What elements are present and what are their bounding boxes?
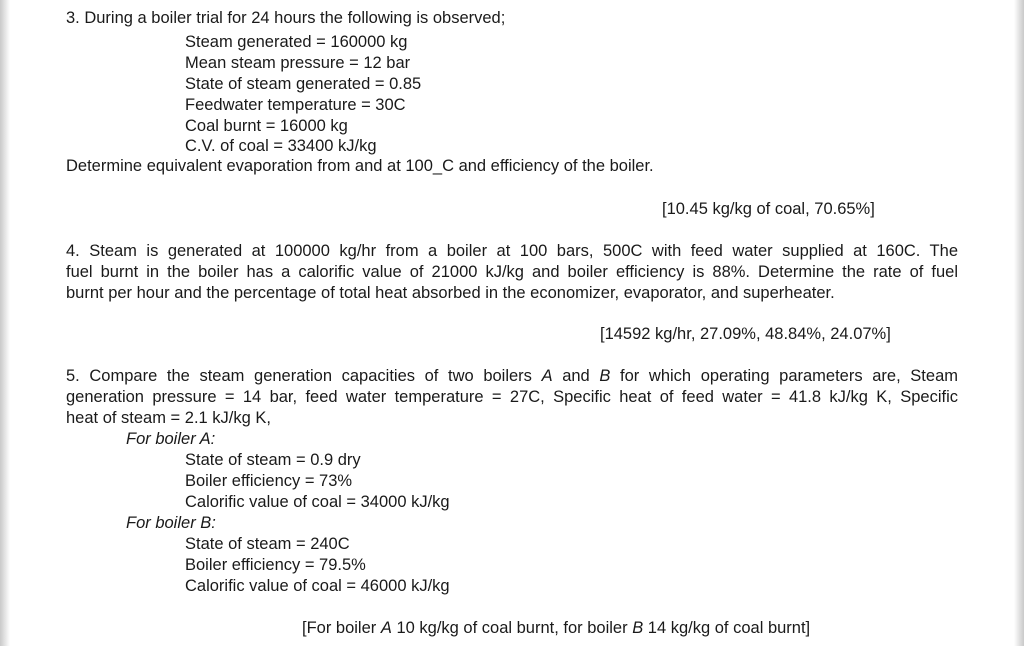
q5-line-1 (66, 366, 958, 387)
q5-answer-post: 14 kg/kg of coal burnt] (643, 619, 811, 637)
q3-intro: 3. During a boiler trial for 24 hours the following is observed; (66, 9, 506, 27)
q5-boiler-a-label (126, 429, 215, 450)
q5-answer-pre: [For boiler (302, 619, 381, 637)
q5-boiler-b-label (126, 513, 216, 534)
q5-line-3: heat of steam = 2.1 kJ/kg K, (66, 409, 271, 427)
q5-boiler-b-efficiency: Boiler efficiency = 79.5% (185, 556, 366, 574)
q5-line-2: generation pressure = 14 bar, feed water temperature = 27C, Specific heat of feed water = 41.8 kJ/kg K, Specific (66, 388, 958, 406)
q5-boiler-b-cv: Calorific value of coal = 46000 kJ/kg (185, 577, 450, 595)
q3-question: Determine equivalent evaporation from and at 100_C and efficiency of the boiler. (66, 157, 654, 175)
q5-line-1-post: for which operating parameters are, Steam (610, 367, 958, 385)
q5-boiler-a-label-text: For boiler A: (126, 430, 216, 448)
page-shadow-left (0, 0, 10, 646)
q3-item-steam-generated: Steam generated = 160000 kg (185, 33, 408, 51)
page-shadow-right (1014, 0, 1024, 646)
q4-line-3: burnt per hour and the percentage of total heat absorbed in the economizer, evaporator, and superheater. (66, 284, 835, 302)
q5-boiler-b-steam-state: State of steam = 240C (185, 535, 350, 553)
q5-answer-b: B (632, 619, 644, 637)
q4-answer: [14592 kg/hr, 27.09%, 48.84%, 24.07%] (600, 325, 891, 343)
q3-item-mean-pressure: Mean steam pressure = 12 bar (185, 54, 411, 72)
q5-boiler-a-cv: Calorific value of coal = 34000 kJ/kg (185, 493, 450, 511)
q3-item-steam-state: State of steam generated = 0.85 (185, 75, 422, 93)
q5-line-1-pre: 5. Compare the steam generation capacities of two boilers (66, 367, 542, 385)
q3-item-feedwater-temp: Feedwater temperature = 30C (185, 96, 406, 114)
q5-boiler-a-steam-state: State of steam = 0.9 dry (185, 451, 361, 469)
q3-item-coal-burnt: Coal burnt = 16000 kg (185, 117, 348, 135)
q5-boiler-b-ref: B (599, 367, 611, 385)
q5-boiler-a-ref: A (541, 367, 553, 385)
q3-answer: [10.45 kg/kg of coal, 70.65%] (662, 200, 875, 218)
q5-answer-a: A (380, 619, 392, 637)
q5-line-1-mid: and (552, 367, 600, 385)
q5-answer-mid: 10 kg/kg of coal burnt, for boiler (391, 619, 633, 637)
q5-boiler-a-efficiency: Boiler efficiency = 73% (185, 472, 353, 490)
q5-boiler-b-label-text: For boiler B: (126, 514, 216, 532)
q3-item-cv-coal: C.V. of coal = 33400 kJ/kg (185, 137, 377, 155)
q4-line-1: 4. Steam is generated at 100000 kg/hr from a boiler at 100 bars, 500C with feed water supplied at 160C. The (66, 242, 958, 260)
q5-answer (302, 618, 810, 639)
q4-line-2: fuel burnt in the boiler has a calorific value of 21000 kJ/kg and boiler efficiency is 88%. Determine the rate of fuel (66, 263, 958, 281)
